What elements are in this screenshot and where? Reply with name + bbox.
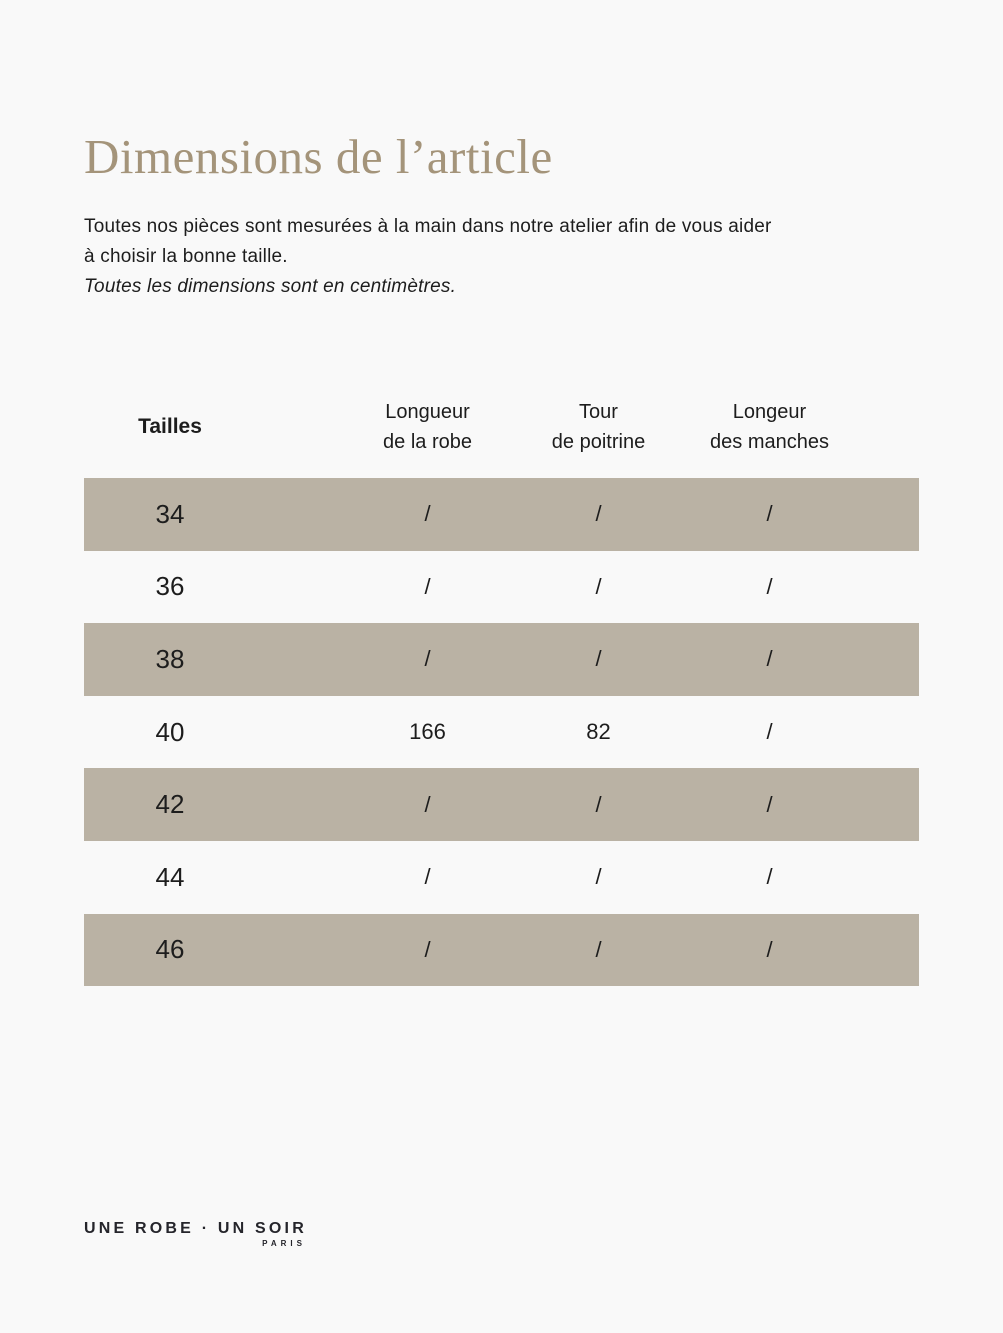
value-cell: / [595, 791, 602, 817]
size-guide-page [0, 128, 1003, 1333]
value-cell: 166 [409, 719, 446, 745]
value-cell: / [595, 936, 602, 962]
column-header-dress-length: Longueur de la robe [383, 401, 472, 453]
value-cell: / [766, 646, 773, 672]
value-cell: 82 [586, 719, 611, 745]
column-header-sizes: Tailles [138, 415, 202, 438]
table-row [84, 623, 919, 696]
value-cell: / [424, 501, 431, 527]
table-row [84, 696, 919, 769]
value-cell: / [595, 573, 602, 599]
size-table [84, 397, 919, 986]
size-cell: 34 [155, 498, 185, 529]
size-cell: 38 [155, 643, 185, 674]
page-title: Dimensions de l’article [84, 129, 553, 184]
table-row [84, 551, 919, 624]
value-cell: / [424, 791, 431, 817]
units-note: Toutes les dimensions sont en centimètres. [84, 276, 457, 297]
value-cell: / [595, 501, 602, 527]
table-header-row [84, 397, 919, 478]
size-cell: 42 [155, 789, 185, 820]
table-row [84, 478, 919, 551]
value-cell: / [766, 719, 773, 745]
value-cell: / [766, 864, 773, 890]
brand-logo [84, 1220, 307, 1248]
size-cell: 44 [155, 861, 185, 892]
size-cell: 36 [155, 571, 185, 602]
value-cell: / [766, 501, 773, 527]
column-header-sleeve-length: Longeur des manches [710, 401, 829, 453]
table-row [84, 768, 919, 841]
value-cell: / [595, 864, 602, 890]
intro-line-2: à choisir la bonne taille. [84, 246, 288, 267]
value-cell: / [766, 573, 773, 599]
value-cell: / [766, 791, 773, 817]
size-cell: 40 [155, 716, 185, 747]
value-cell: / [766, 936, 773, 962]
value-cell: / [595, 646, 602, 672]
brand-city: PARIS [262, 1239, 306, 1248]
table-row [84, 914, 919, 987]
size-cell: 46 [155, 934, 185, 965]
brand-name: UNE ROBE · UN SOIR [84, 1220, 307, 1237]
table-row [84, 841, 919, 914]
value-cell: / [424, 864, 431, 890]
value-cell: / [424, 573, 431, 599]
value-cell: / [424, 646, 431, 672]
intro-text [84, 212, 919, 302]
value-cell: / [424, 936, 431, 962]
intro-line-1: Toutes nos pièces sont mesurées à la main dans notre atelier afin de vous aider [84, 216, 772, 237]
column-header-bust: Tour de poitrine [551, 401, 646, 453]
